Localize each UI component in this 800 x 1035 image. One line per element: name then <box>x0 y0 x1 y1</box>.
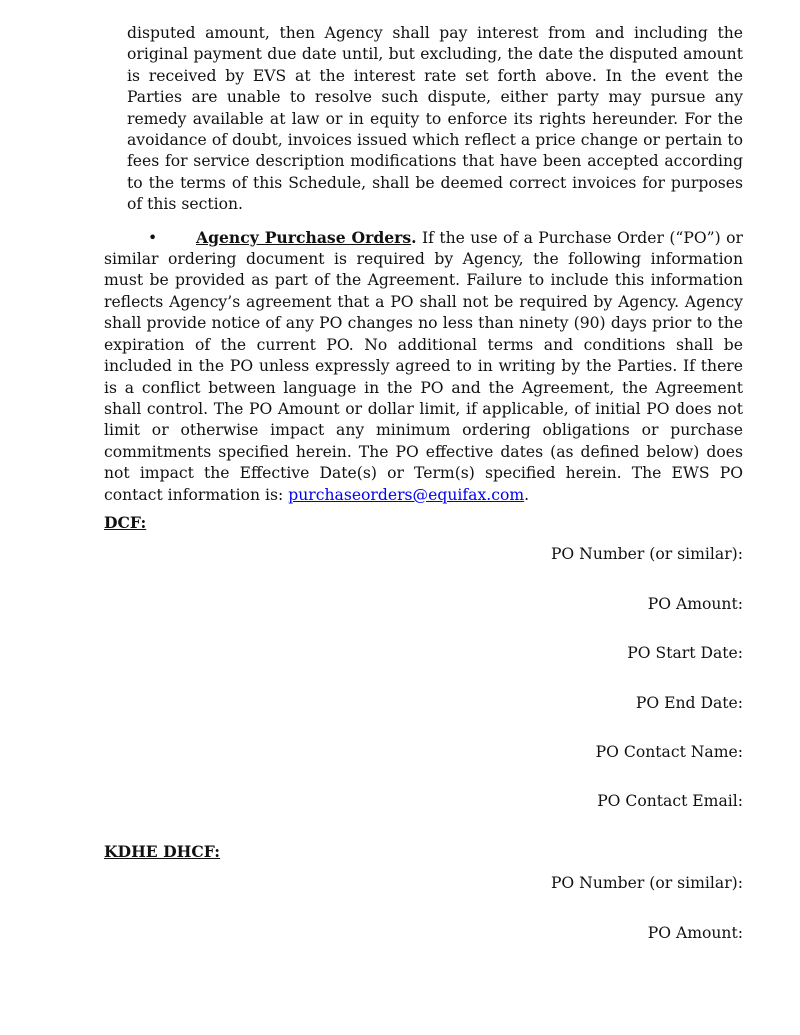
bullet: • <box>148 228 158 247</box>
dcf-po-contact-name: PO Contact Name: <box>595 742 743 761</box>
dcf-label: DCF: <box>104 512 147 532</box>
email-link[interactable]: purchaseorders@equifax.com <box>288 485 525 504</box>
purchase-orders-paragraph <box>104 227 743 506</box>
paragraph-end: . <box>524 485 530 504</box>
dcf-po-contact-email: PO Contact Email: <box>597 792 743 811</box>
dcf-po-start-date: PO Start Date: <box>627 644 743 663</box>
paragraph-body: If the use of a Purchase Order (“PO”) or similar ordering document is required by Agency, the following information must be provided as part of the Agreement. Failure to include this information reflects Agency’s agreement that a PO shall not be required by Agency. Agency shall provide notice of any PO changes no less than ninety (90) days prior to the expiration of the current PO. No additional terms and conditions shall be included in the PO unless expressly agreed to in writing by the Parties. If there is a conflict between language in the PO and the Agreement, the Agreement shall control. The PO Amount or dollar limit, if applicable, of initial PO does not limit or otherwise impact any minimum ordering obligations or purchase commitments specified herein. The PO effective dates (as defined below) does not impact the Effective Date(s) or Term(s) specified herein. The EWS PO contact information is: <box>104 228 743 504</box>
kdhe-po-number: PO Number (or similar): <box>550 874 743 893</box>
dcf-po-end-date: PO End Date: <box>635 693 743 712</box>
heading-period: . <box>411 227 417 247</box>
dispute-paragraph: disputed amount, then Agency shall pay interest from and including the original payment due date until, but excluding, the date the disputed amount is received by EVS at the interest rate set forth above. In the event the Parties are unable to resolve such dispute, either party may pursue any remedy available at law or in equity to enforce its rights hereunder. For the avoidance of doubt, invoices issued which reflect a price change or pertain to fees for service description modifications that have been accepted according to the terms of this Schedule, shall be deemed correct invoices for purposes of this section. <box>127 24 743 214</box>
dcf-po-amount: PO Amount: <box>647 594 743 613</box>
kdhe-label: KDHE DHCF: <box>104 841 221 861</box>
section-heading: Agency Purchase Orders <box>196 227 412 247</box>
dcf-po-number: PO Number (or similar): <box>550 545 743 564</box>
kdhe-po-amount: PO Amount: <box>647 923 743 942</box>
